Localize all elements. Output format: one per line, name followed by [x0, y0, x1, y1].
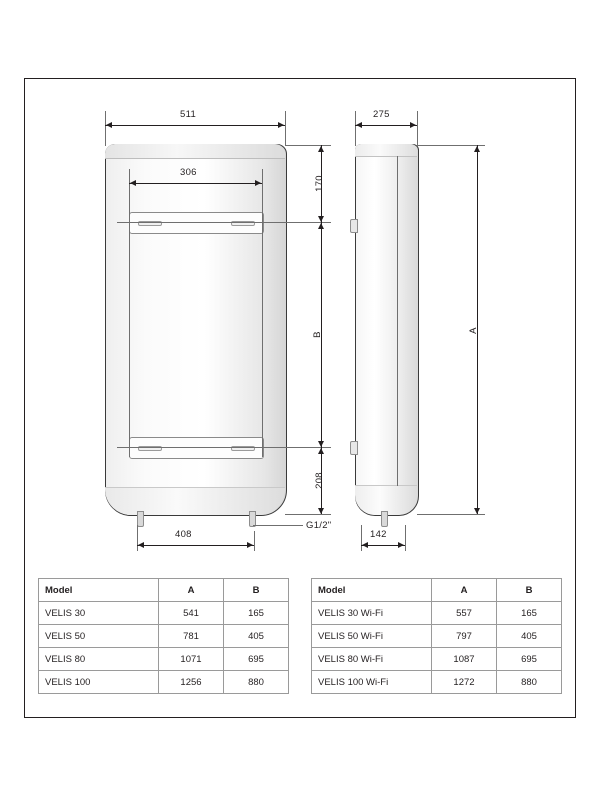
arrow	[318, 223, 324, 229]
arrow	[318, 508, 324, 514]
cell-b: 165	[224, 602, 289, 625]
table-header-row	[39, 579, 289, 602]
dimension-side-width: 275	[373, 109, 390, 120]
lower-mounting-bracket	[129, 437, 264, 459]
arrow	[318, 448, 324, 454]
col-a: A	[159, 579, 224, 602]
outlet-leader-line	[253, 525, 303, 526]
ext-line	[285, 514, 331, 515]
dim-line-408	[137, 545, 254, 546]
cell-a: 797	[432, 625, 497, 648]
cell-a: 1272	[432, 671, 497, 694]
col-model: Model	[312, 579, 432, 602]
cell-model: VELIS 80 Wi-Fi	[312, 648, 432, 671]
ext-line	[129, 169, 130, 214]
inlet-pipe	[137, 511, 144, 527]
dimension-base-width: 408	[175, 529, 192, 540]
dimension-bottom-offset: 208	[313, 472, 325, 489]
col-a: A	[432, 579, 497, 602]
cell-model: VELIS 80	[39, 648, 159, 671]
bracket-centerline	[117, 447, 307, 448]
ext-line	[405, 525, 406, 551]
upper-mounting-bracket	[129, 212, 264, 234]
arrow	[247, 542, 253, 548]
outlet-thread-label: G1/2"	[306, 520, 332, 531]
inner-outline	[262, 212, 263, 457]
dimension-A: A	[467, 327, 479, 334]
arrow	[138, 542, 144, 548]
ext-line	[285, 447, 331, 448]
ext-line	[254, 531, 255, 551]
side-top-cap	[355, 144, 417, 157]
cell-model: VELIS 50	[39, 625, 159, 648]
side-pipe	[381, 511, 388, 527]
arrow	[474, 508, 480, 514]
cell-a: 557	[432, 602, 497, 625]
dim-line-511	[105, 125, 285, 126]
arrow	[130, 180, 136, 186]
arrow	[356, 122, 362, 128]
ext-line	[285, 145, 331, 146]
ext-line	[285, 111, 286, 146]
ext-line	[262, 169, 263, 214]
cell-b: 405	[497, 625, 562, 648]
arrow	[278, 122, 284, 128]
cell-b: 695	[224, 648, 289, 671]
table-row	[312, 625, 562, 648]
ext-line	[417, 111, 418, 146]
ext-line	[355, 111, 356, 146]
table-header-row	[312, 579, 562, 602]
dimension-front-width: 511	[180, 109, 197, 120]
table-row	[39, 625, 289, 648]
cell-a: 1071	[159, 648, 224, 671]
ext-line	[417, 514, 485, 515]
cell-a: 541	[159, 602, 224, 625]
table-row	[312, 671, 562, 694]
side-lower-bracket-tab	[350, 441, 358, 455]
cell-b: 165	[497, 602, 562, 625]
side-edge-line	[397, 156, 398, 486]
arrow	[318, 146, 324, 152]
cell-b: 695	[497, 648, 562, 671]
cell-model: VELIS 100 Wi-Fi	[312, 671, 432, 694]
col-b: B	[224, 579, 289, 602]
bracket-centerline	[117, 222, 307, 223]
dimension-bracket-width: 306	[180, 167, 197, 178]
front-bottom-cap	[105, 487, 285, 515]
dimension-top-offset: 170	[313, 175, 325, 192]
table-row	[39, 602, 289, 625]
side-upper-bracket-tab	[350, 219, 358, 233]
cell-a: 1087	[432, 648, 497, 671]
cell-model: VELIS 100	[39, 671, 159, 694]
col-model: Model	[39, 579, 159, 602]
arrow	[398, 542, 404, 548]
inner-outline	[129, 212, 130, 457]
arrow	[106, 122, 112, 128]
front-top-cap	[105, 144, 285, 159]
cell-b: 880	[224, 671, 289, 694]
dimension-side-base-depth: 142	[370, 529, 387, 540]
cell-model: VELIS 50 Wi-Fi	[312, 625, 432, 648]
cell-b: 405	[224, 625, 289, 648]
table-row	[312, 602, 562, 625]
ext-line	[105, 111, 106, 146]
arrow	[474, 146, 480, 152]
arrow	[410, 122, 416, 128]
col-b: B	[497, 579, 562, 602]
table-row	[39, 648, 289, 671]
cell-a: 781	[159, 625, 224, 648]
cell-model: VELIS 30	[39, 602, 159, 625]
dim-line-275	[355, 125, 417, 126]
cell-a: 1256	[159, 671, 224, 694]
spec-table-wifi	[311, 578, 562, 694]
arrow	[255, 180, 261, 186]
cell-b: 880	[497, 671, 562, 694]
dimension-B: B	[311, 331, 323, 338]
ext-line	[285, 222, 331, 223]
cell-model: VELIS 30 Wi-Fi	[312, 602, 432, 625]
table-row	[312, 648, 562, 671]
spec-tables	[38, 578, 562, 694]
spec-table-standard	[38, 578, 289, 694]
dim-line-306	[129, 183, 262, 184]
front-water-heater-body	[105, 144, 287, 516]
arrow	[362, 542, 368, 548]
table-row	[39, 671, 289, 694]
side-water-heater-body	[355, 144, 419, 516]
